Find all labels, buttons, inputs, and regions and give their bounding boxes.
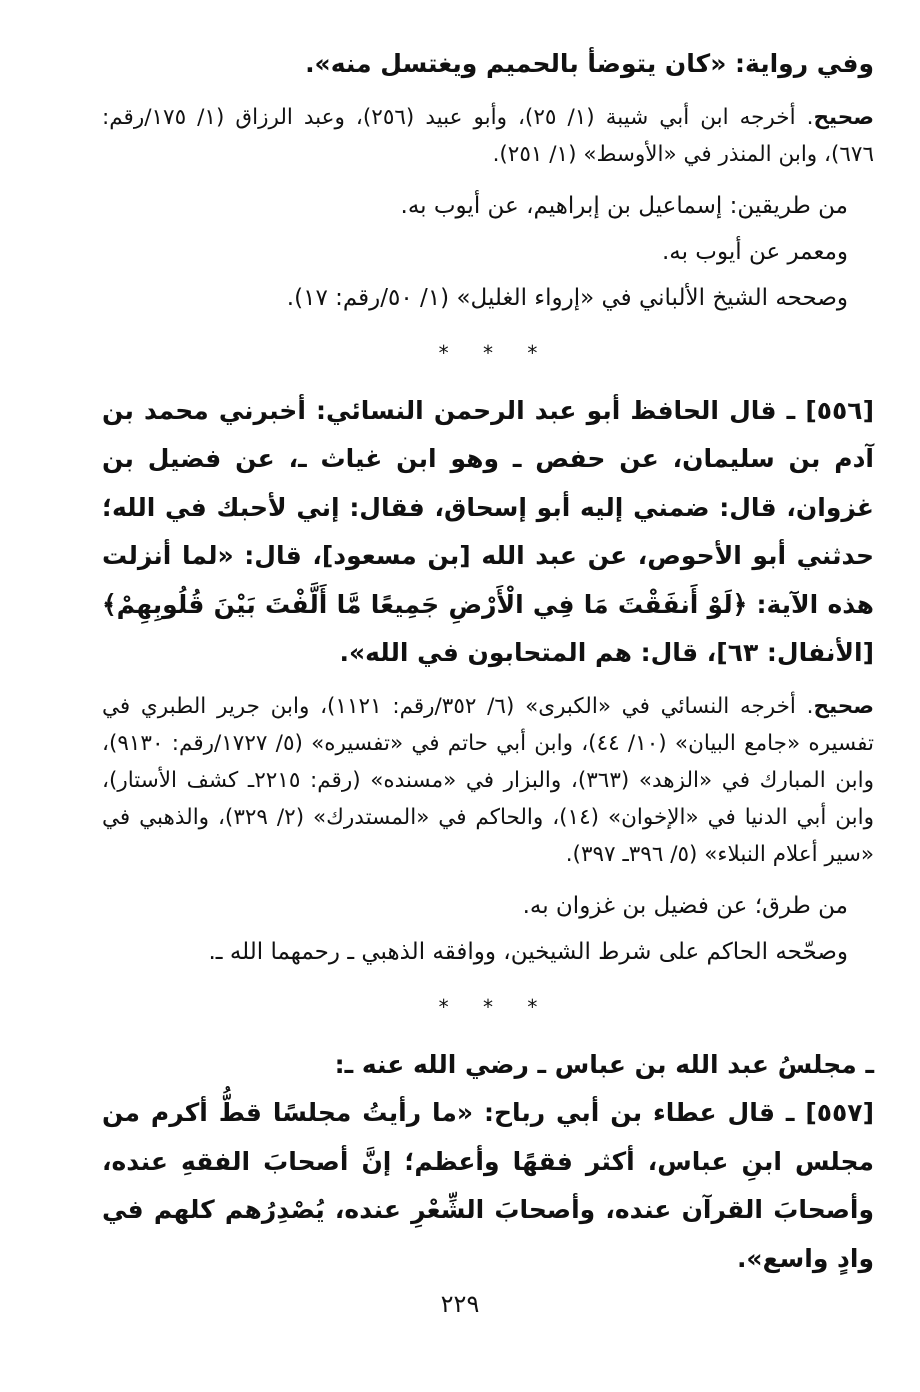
takhrij-text: . أخرجه النسائي في «الكبرى» (٦/ ٣٥٢/رقم: ١١٢١)، وابن جرير الطبري في تفسيره «جامع البيان» (١٠/ ٤٤)، وابن أبي حاتم في «تفسيره» (٥/ ١٧٢٧/رقم: ٩١٣٠)، وابن المبارك في «الزهد» (٣٦٣)، والبزار في «مسنده» (رقم: ٢٢١٥ـ كشف الأستار)، وابن أبي الدنيا في «الإخوان» (١٤)، والحاكم في «المستدرك» (٢/ ٣٢٩)، والذهبي في «سير أعلام النبلاء» (٥/ ٣٩٦ـ ٣٩٧). <box>102 693 875 867</box>
tashih-line-1: وصححه الشيخ الألباني في «إرواء الغليل» (١/ ٥٠/رقم: ١٧). <box>286 284 848 311</box>
takhrij-paragraph-556 <box>102 688 874 873</box>
mamar-line: ومعمر عن أيوب به. <box>661 238 848 265</box>
majlis-heading: ـ مجلسُ عبد الله بن عباس ـ رضي الله عنه ـ: <box>334 1049 874 1079</box>
hadith-557: [٥٥٧] ـ قال عطاء بن أبي رباح: «ما رأيتُ مجلسًا قطُّ أكرم من مجلس ابنِ عباس، أكثر فقهًا وأعظم؛ إنَّ أصحابَ الفقهِ عنده، وأصحابَ القرآن عنده، وأصحابَ الشِّعْرِ عنده، يُصْدِرُهم كلهم في وادٍ واسع». <box>102 1098 874 1273</box>
section-separator: * * * <box>438 340 552 365</box>
turuq-line-556: من طرق؛ عن فضيل بن غزوان به. <box>522 892 848 919</box>
hadith-556: [٥٥٦] ـ قال الحافظ أبو عبد الرحمن النسائي: أخبرني محمد بن آدم بن سليمان، عن حفص ـ وهو ابن غياث ـ، عن فضيل بن غزوان، قال: ضمني إليه أبو إسحاق، فقال: إني لأحبك في الله؛ حدثني أبو الأحوص، عن عبد الله [بن مسعود]، قال: «لما أنزلت هذه الآية: ﴿لَوْ أَنفَقْتَ مَا فِي الْأَرْضِ جَمِيعًا مَّا أَلَّفْتَ بَيْنَ قُلُوبِهِمْ﴾ [الأنفال: ٦٣]، قال: هم المتحابون في الله». <box>102 395 874 667</box>
riwaya-line: وفي رواية: «كان يتوضأ بالحميم ويغتسل منه». <box>305 49 874 78</box>
sahih-label: صحيح <box>813 104 874 130</box>
takhrij-text: . أخرجه ابن أبي شيبة (١/ ٢٥)، وأبو عبيد (٢٥٦)، وعبد الرزاق (١/ ١٧٥/رقم: ٦٧٦)، وابن المنذر في «الأوسط» (١/ ٢٥١). <box>102 104 874 167</box>
section-separator: * * * <box>438 994 552 1019</box>
tashih-line-556: وصحّحه الحاكم على شرط الشيخين، ووافقه الذهبي ـ رحمهما الله ـ. <box>208 938 848 965</box>
sahih-label: صحيح <box>813 693 874 719</box>
takhrij-paragraph-1 <box>102 99 874 173</box>
turuq-line-1: من طريقين: إسماعيل بن إبراهيم، عن أيوب به. <box>400 192 848 219</box>
page-number: ٢٢٩ <box>440 1290 480 1318</box>
